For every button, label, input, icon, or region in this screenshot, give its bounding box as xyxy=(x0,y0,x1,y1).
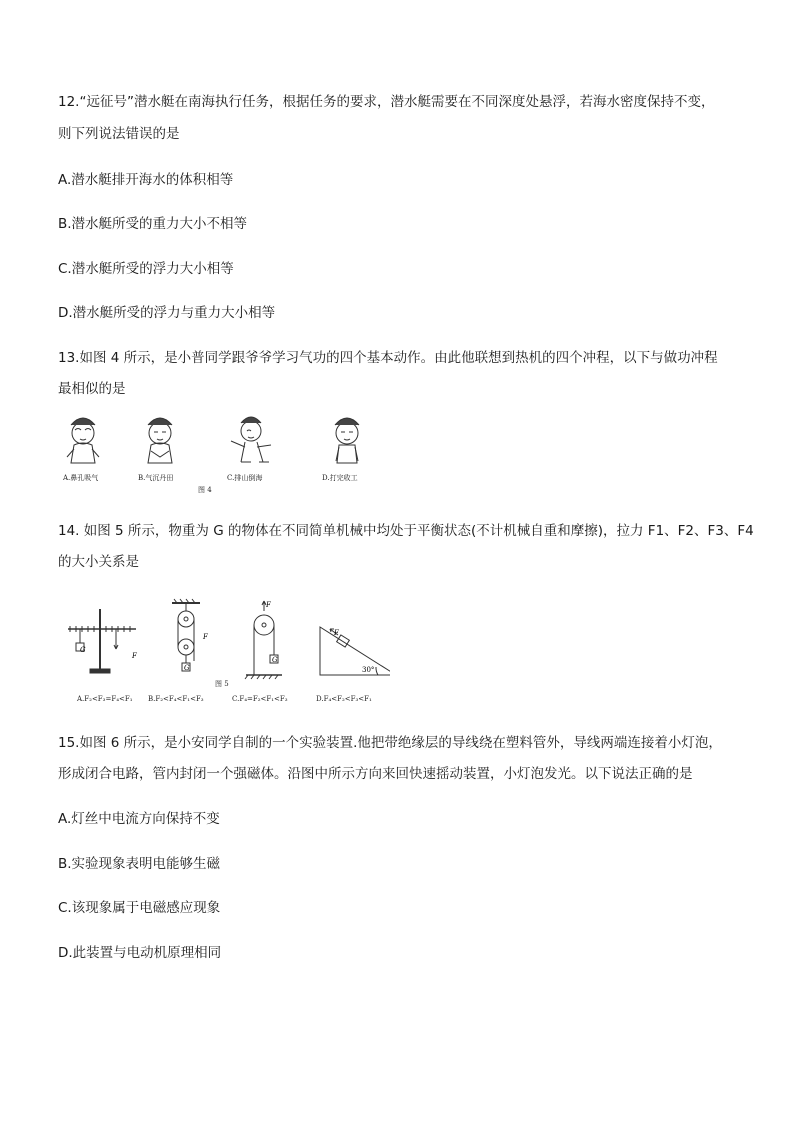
f2-label: F xyxy=(203,633,208,641)
q14-stem-line2: 的大小关系是 xyxy=(58,554,139,570)
fig4-label-d: D.打完收工 xyxy=(322,474,358,482)
fig5-caption: 图 5 xyxy=(215,680,229,688)
g-label-c: G xyxy=(272,656,278,664)
q12-option-a: A.潜水艇排开海水的体积相等 xyxy=(58,172,234,188)
fig4-caption: 图 4 xyxy=(198,486,212,494)
lever-diagram xyxy=(68,609,136,673)
f4-label: F xyxy=(334,629,339,637)
fig5-option-a: A.F₂<F₃=F₄<F₁ xyxy=(77,695,133,703)
fig5-option-d: D.F₄<F₂<F₃<F₁ xyxy=(316,695,372,703)
q12-option-b: B.潜水艇所受的重力大小不相等 xyxy=(58,216,248,232)
q15-option-b: B.实验现象表明电能够生磁 xyxy=(58,856,221,872)
qigong-figure-d xyxy=(335,418,359,463)
q15-stem-line1: 15.如图 6 所示，是小安同学自制的一个实验装置.他把带绝缘层的导线绕在塑料管外，导线两端连接着小灯泡， xyxy=(58,735,722,751)
pulley-system-diagram xyxy=(172,599,200,671)
f1-label: F xyxy=(132,652,137,660)
fig4-label-b: B.气沉丹田 xyxy=(138,474,174,482)
q15-option-c: C.该现象属于电磁感应现象 xyxy=(58,900,221,916)
qigong-figure-b xyxy=(148,418,172,463)
q12-option-c: C.潜水艇所受的浮力大小相等 xyxy=(58,261,234,277)
q14-stem-line1: 14. 如图 5 所示，物重为 G 的物体在不同简单机械中均处于平衡状态(不计机械自重和摩擦)，拉力 F1、F2、F3、F4 xyxy=(58,523,754,539)
figure-4-drawing xyxy=(55,415,395,497)
q12-stem-line1: 12.“远征号”潜水艇在南海执行任务，根据任务的要求，潜水艇需要在不同深度处悬浮，若海水密度保持不变， xyxy=(58,94,715,110)
q12-option-d: D.潜水艇所受的浮力与重力大小相等 xyxy=(58,305,276,321)
q13-stem-line2: 最相似的是 xyxy=(58,381,126,397)
q15-option-d: D.此装置与电动机原理相同 xyxy=(58,945,222,961)
incline-diagram xyxy=(320,627,390,675)
figure-5 xyxy=(60,597,390,709)
fig5-option-b: B.F₂<F₄<F₁<F₃ xyxy=(148,695,204,703)
f3-label: F xyxy=(266,601,271,609)
q15-option-a: A.灯丝中电流方向保持不变 xyxy=(58,811,220,827)
incline-angle-label: 30° xyxy=(362,666,375,674)
fig4-label-c: C.排山倒海 xyxy=(227,474,263,482)
fig5-option-c: C.F₄=F₂<F₁<F₃ xyxy=(232,695,288,703)
qigong-figure-c xyxy=(231,417,271,462)
figure-4 xyxy=(55,415,395,497)
g-label-a: G xyxy=(80,646,86,654)
q12-stem-line2: 则下列说法错误的是 xyxy=(58,126,180,142)
g-label-b: G xyxy=(184,664,190,672)
q15-stem-line2: 形成闭合电路，管内封闭一个强磁体。沿图中所示方向来回快速摇动装置，小灯泡发光。以下说法正确的是 xyxy=(58,766,693,782)
q13-stem-line1: 13.如图 4 所示，是小普同学跟爷爷学习气功的四个基本动作。由此他联想到热机的四个冲程，以下与做功冲程 xyxy=(58,350,718,366)
qigong-figure-a xyxy=(67,418,99,463)
fig4-label-a: A.鼻孔吸气 xyxy=(63,474,99,482)
fixed-pulley-diagram xyxy=(245,601,282,679)
